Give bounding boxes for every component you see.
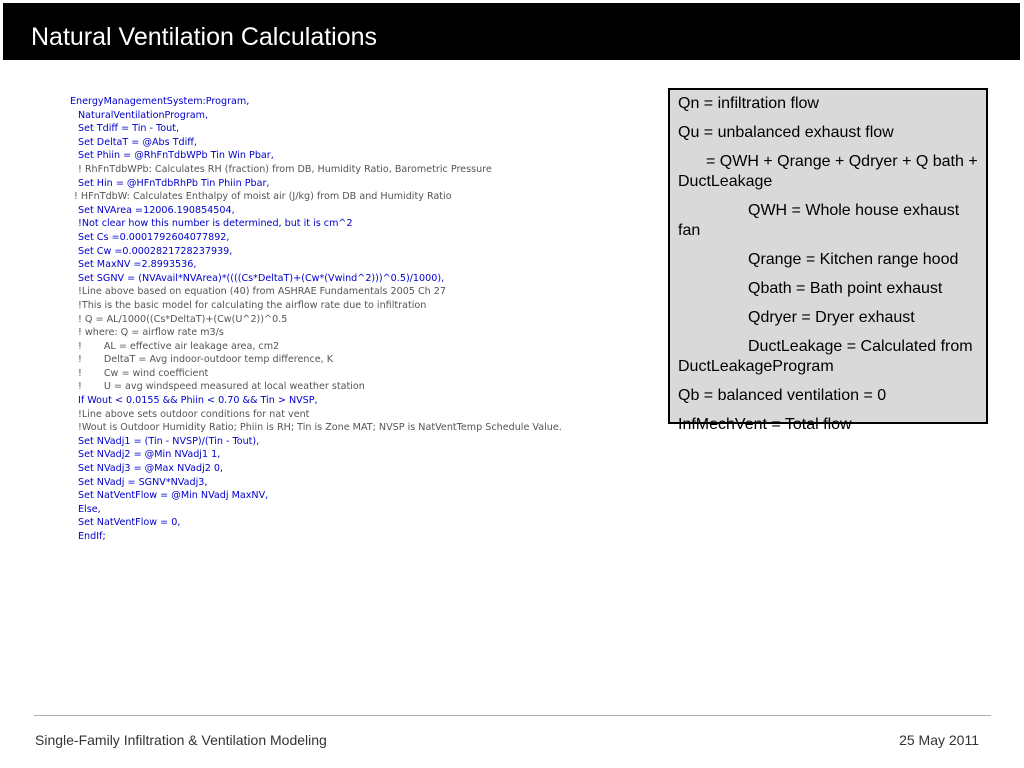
- definition-paragraph: Qrange = Kitchen range hood: [748, 251, 959, 268]
- definition-paragraph: DuctLeakage = Calculated from DuctLeakageProgram: [678, 338, 973, 375]
- definition-paragraph: Qdryer = Dryer exhaust: [748, 309, 915, 326]
- footer-date: 25 May 2011: [899, 732, 979, 748]
- code-line: Set Cs =0.0001792604077892,: [78, 231, 230, 243]
- code-line: ! RhFnTdbWPb: Calculates RH (fraction) from DB, Humidity Ratio, Barometric Pressure: [78, 163, 492, 175]
- code-line: Set SGNV = (NVAvail*NVArea)*((((Cs*DeltaT)+(Cw*(Vwind^2)))^0.5)/1000),: [78, 272, 445, 284]
- code-line: !Wout is Outdoor Humidity Ratio; Phiin is RH; Tin is Zone MAT; NVSP is NatVentTemp Schedule Value.: [78, 422, 562, 434]
- code-line: !Not clear how this number is determined, but it is cm^2: [78, 218, 353, 230]
- code-line: EndIf;: [78, 531, 106, 542]
- code-line: Set NatVentFlow = 0,: [78, 517, 181, 529]
- definition-paragraph: Qn = infiltration flow: [678, 95, 819, 112]
- definition-paragraph: QWH = Whole house exhaust fan: [678, 202, 960, 239]
- code-line: ! U = avg windspeed measured at local weather station: [78, 381, 365, 393]
- code-line: ! where: Q = airflow rate m3/s: [78, 327, 224, 339]
- code-line: EnergyManagementSystem:Program,: [70, 96, 250, 107]
- code-line: Else,: [78, 503, 101, 515]
- definition-paragraph: Qb = balanced ventilation = 0: [678, 387, 887, 404]
- code-line: Set NVadj3 = @Max NVadj2 0,: [78, 463, 224, 475]
- definition-paragraph: InfMechVent = Total flow: [678, 416, 852, 433]
- code-line: Set NVadj = SGNV*NVadj3,: [78, 476, 208, 488]
- code-line: If Wout < 0.0155 && Phiin < 0.70 && Tin > NVSP,: [78, 395, 318, 407]
- footer-presentation-title: Single-Family Infiltration & Ventilation Modeling: [35, 732, 327, 748]
- title-bar: [3, 3, 1020, 60]
- footer-divider: [34, 715, 991, 716]
- code-line: Set MaxNV =2.8993536,: [78, 259, 197, 271]
- code-line: ! AL = effective air leakage area, cm2: [78, 340, 280, 352]
- code-line: NaturalVentilationProgram,: [78, 109, 209, 121]
- definition-paragraph: Qbath = Bath point exhaust: [748, 280, 943, 297]
- definitions-text: [678, 94, 978, 444]
- definition-paragraph: Qu = unbalanced exhaust flow: [678, 124, 894, 141]
- code-line: Set NVadj1 = (Tin - NVSP)/(Tin - Tout),: [78, 435, 260, 447]
- code-line: ! Cw = wind coefficient: [78, 367, 209, 379]
- code-line: ! Q = AL/1000((Cs*DeltaT)+(Cw(U^2))^0.5: [78, 313, 288, 325]
- code-block: [70, 95, 590, 544]
- code-line: Set NVadj2 = @Min NVadj1 1,: [78, 449, 221, 461]
- code-line: !Line above sets outdoor conditions for nat vent: [78, 408, 310, 420]
- code-line: Set Tdiff = Tin - Tout,: [78, 123, 180, 135]
- code-line: ! HFnTdbW: Calculates Enthalpy of moist air (J/kg) from DB and Humidity Ratio: [74, 191, 452, 203]
- code-line: Set NatVentFlow = @Min NVadj MaxNV,: [78, 490, 269, 502]
- code-line: Set Phiin = @RhFnTdbWPb Tin Win Pbar,: [78, 150, 274, 162]
- code-line: Set NVArea =12006.190854504,: [78, 204, 235, 216]
- code-line: Set Cw =0.0002821728237939,: [78, 245, 233, 257]
- slide-title: Natural Ventilation Calculations: [31, 23, 378, 51]
- code-line: !Line above based on equation (40) from ASHRAE Fundamentals 2005 Ch 27: [78, 286, 446, 298]
- definition-paragraph: = QWH + Qrange + Qdryer + Q bath + DuctLeakage: [678, 153, 978, 190]
- code-line: Set Hin = @HFnTdbRhPb Tin Phiin Pbar,: [78, 177, 270, 189]
- code-line: Set DeltaT = @Abs Tdiff,: [78, 136, 197, 148]
- code-line: !This is the basic model for calculating the airflow rate due to infiltration: [78, 299, 427, 311]
- code-line: ! DeltaT = Avg indoor-outdoor temp difference, K: [78, 354, 334, 366]
